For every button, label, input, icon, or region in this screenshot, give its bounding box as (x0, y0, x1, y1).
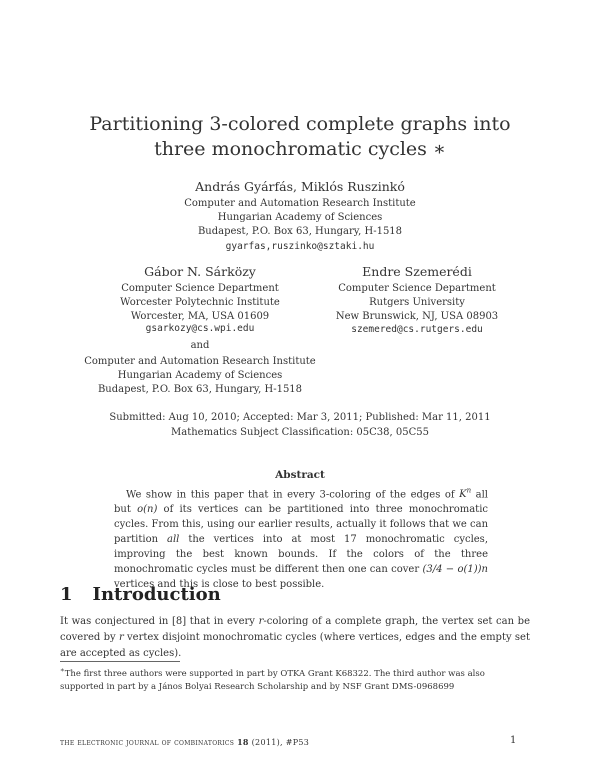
math-kn: $K^n$ (459, 487, 472, 501)
journal-name: the electronic journal of combinatorics (60, 738, 235, 747)
title-line-2: three monochromatic cycles (154, 138, 427, 160)
affiliation-1: Computer and Automation Research Institute Hungarian Academy of Sciences Budapest, P.O. Box 63, Hungary, H-1518 (184, 198, 416, 237)
section-heading (60, 584, 221, 605)
author-names-1: András Gyárfás, Miklós Ruszinkó (195, 179, 405, 194)
journal-year: (2011), (251, 738, 283, 747)
author-name-szemeredi: Endre Szemerédi (362, 264, 472, 279)
section-title: Introduction (92, 584, 221, 605)
footnote (60, 664, 530, 694)
email-1: gyarfas,ruszinko@sztaki.hu (225, 241, 375, 252)
abstract-body: We show in this paper that in every 3-coloring of the edges of $K^n$ all but o(n) of its vertices can be partitioned into three monochromatic cycles. From this, using our earlier results, actually it follows that we can partition all the vertices into at most 17 monochromatic cycles, improving the best known bounds. If the colors of the three monochromatic cycles must be different then one can cover (3/4 − o(1))n vertices and this is close to best possible. (114, 487, 489, 591)
page-number: 1 (510, 735, 517, 746)
footnote-rule (60, 661, 180, 662)
paper-number: #P53 (285, 738, 310, 747)
section-number: 1 (60, 584, 73, 605)
footnote-text: The first three authors were supported in part by OTKA Grant K68322. The third author was also supported in part by a János Bolyai Research Scholarship and by NSF Grant DMS-0968699 (60, 668, 485, 692)
abstract-heading: Abstract (275, 469, 325, 481)
email-3: szemered@cs.rutgers.edu (351, 324, 483, 335)
affiliation-3: Computer Science Department Rutgers University New Brunswick, NJ, USA 08903 (335, 283, 499, 322)
affiliation-2: Computer Science Department Worcester Polytechnic Institute Worcester, MA, USA 01609 (120, 283, 280, 322)
math-fraction: (3/4 − o(1))n (422, 564, 488, 576)
title-footnote-mark: ∗ (432, 138, 446, 160)
paper-title (0, 112, 600, 162)
journal-footer (60, 737, 309, 747)
math-on: o(n) (137, 504, 158, 516)
affiliation-2b: Computer and Automation Research Institute Hungarian Academy of Sciences Budapest, P.O. Box 63, Hungary, H-1518 (84, 356, 316, 395)
footnote-mark: ∗ (60, 666, 65, 674)
emph-all: all (167, 534, 180, 546)
intro-paragraph: It was conjectured in [8] that in every r-coloring of a complete graph, the vertex set can be covered by r vertex disjoint monochromatic cycles (where vertices, edges and the empty set are accepted as cycles). (60, 616, 530, 659)
submission-dates: Submitted: Aug 10, 2010; Accepted: Mar 3, 2011; Published: Mar 11, 2011 Mathematics Subject Classification: 05C38, 05C55 (109, 412, 491, 438)
journal-volume: 18 (237, 737, 249, 747)
author-name-sarkozy: Gábor N. Sárközy (144, 264, 256, 279)
and-text: and (190, 340, 210, 351)
email-2: gsarkozy@cs.wpi.edu (145, 323, 255, 334)
title-line-1: Partitioning 3-colored complete graphs into (89, 113, 511, 135)
author-group-1 (0, 179, 600, 194)
